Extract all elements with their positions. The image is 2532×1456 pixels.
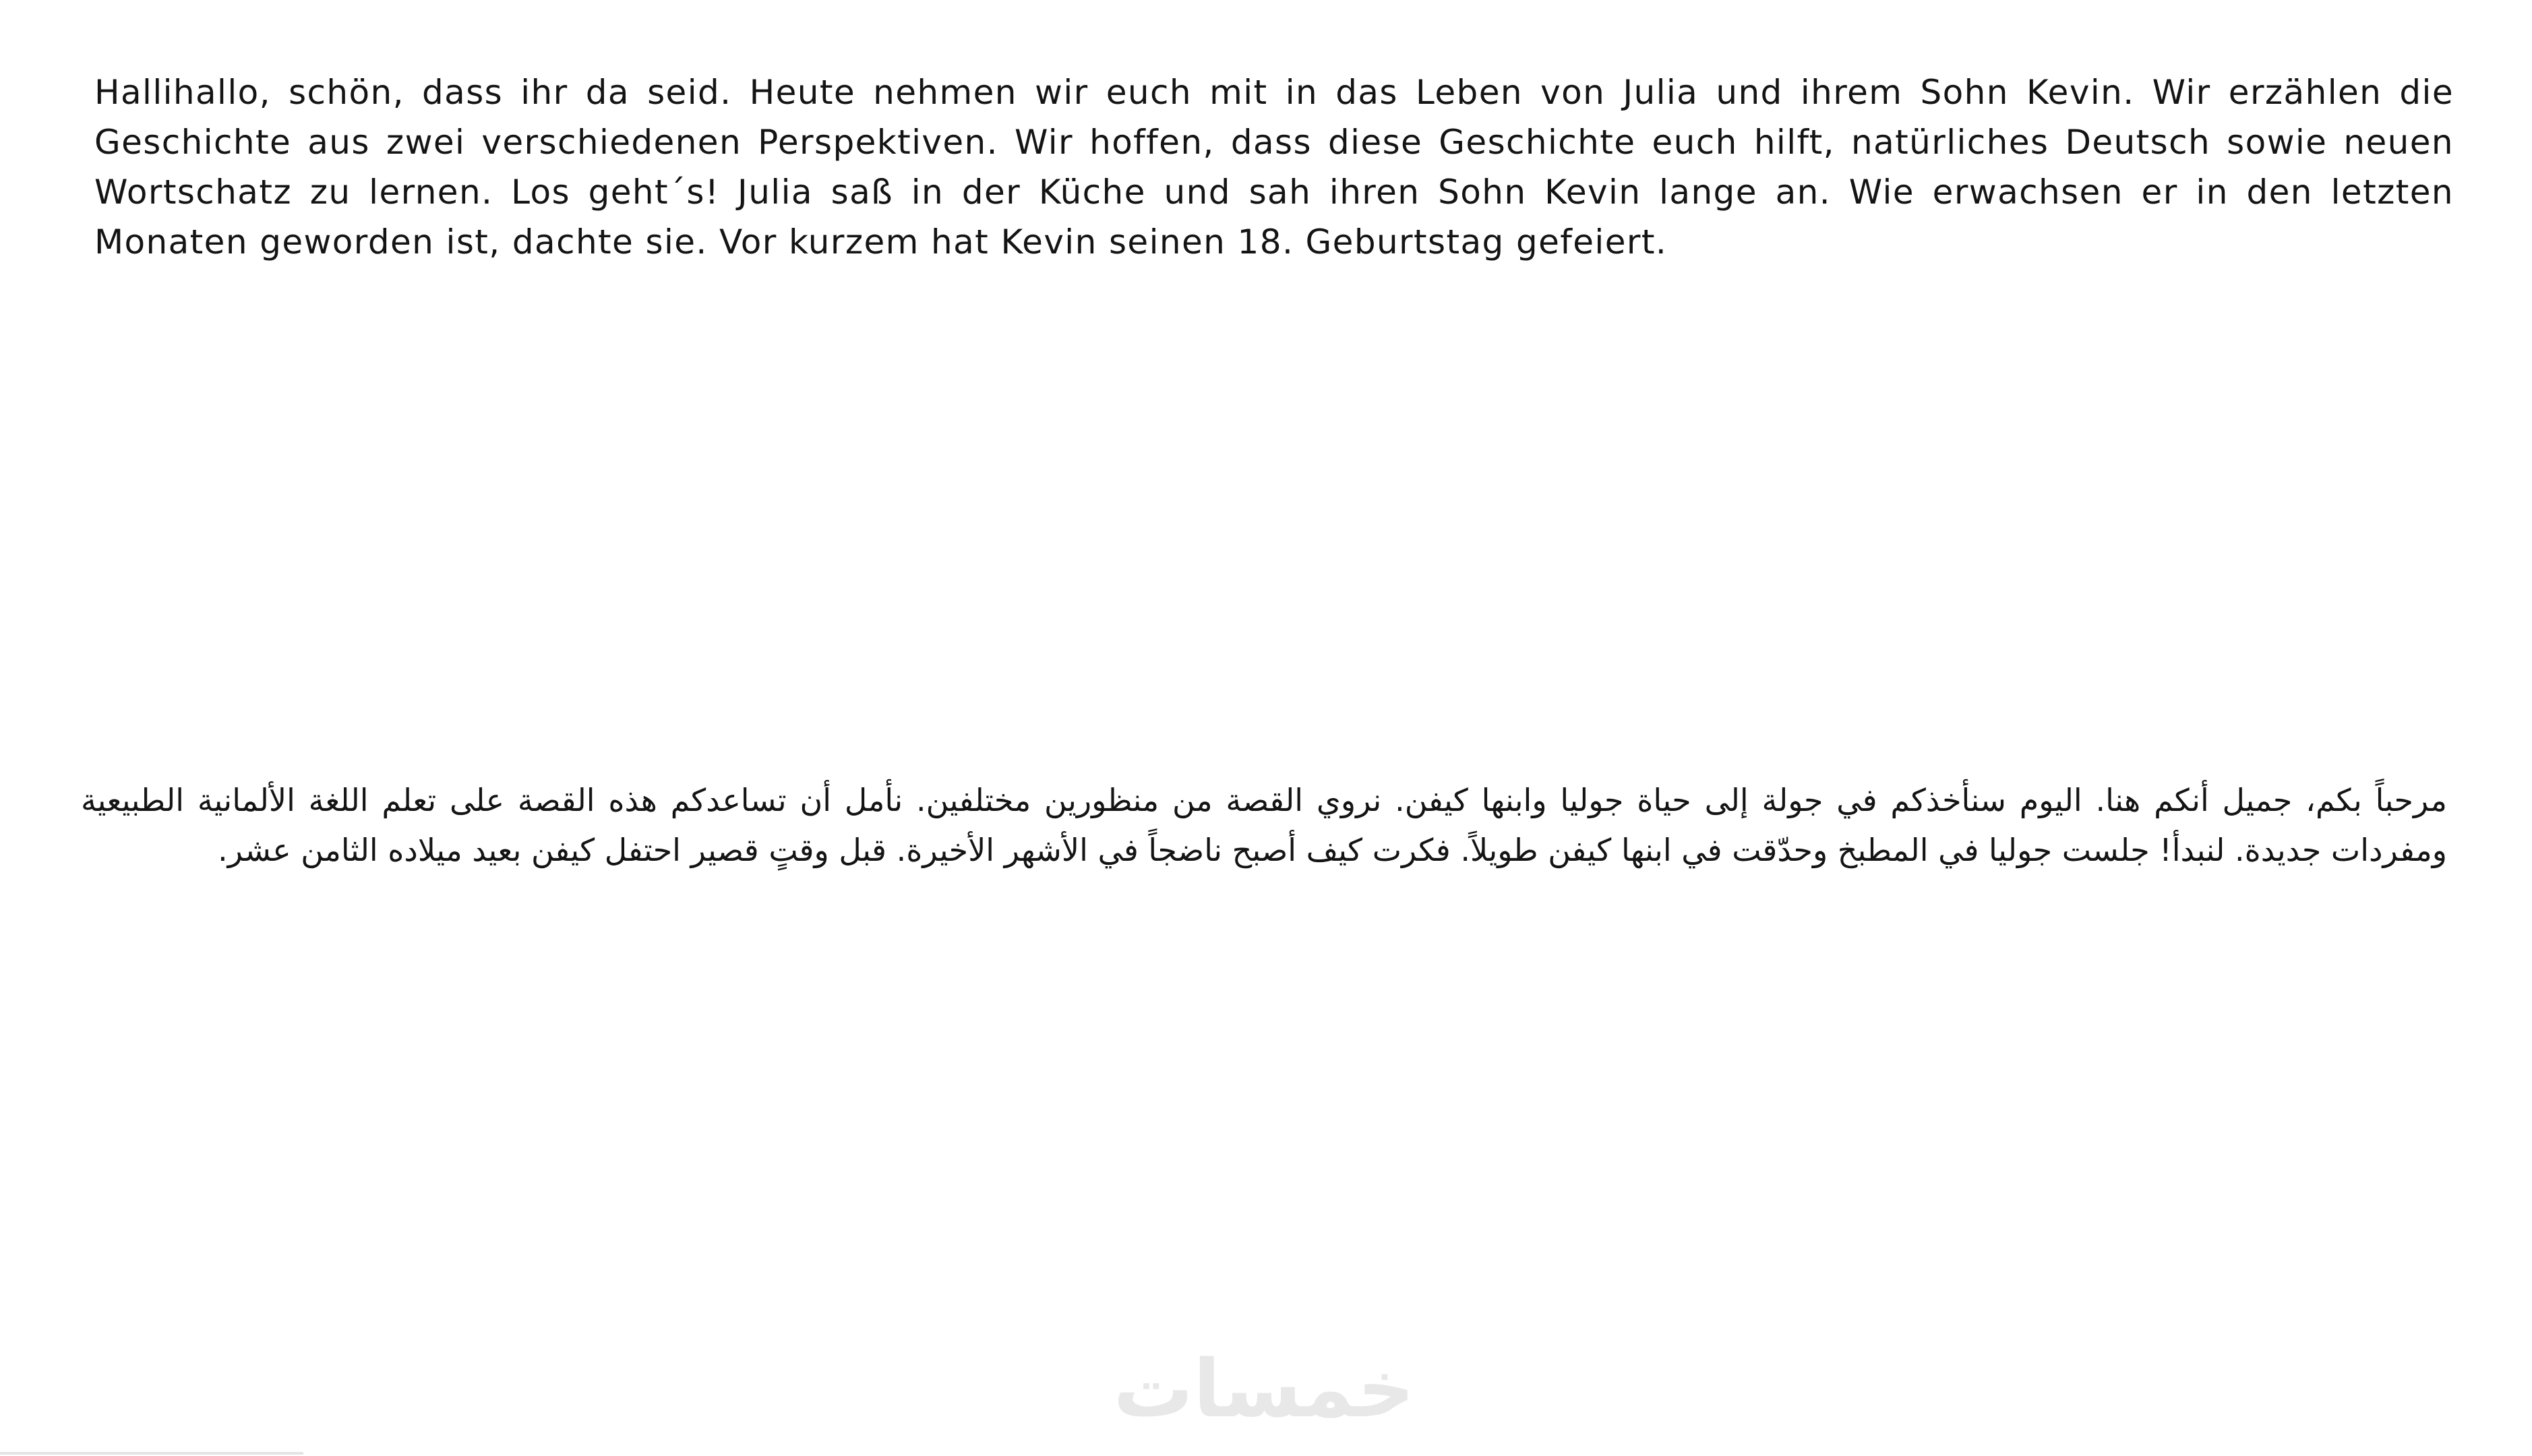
bottom-divider — [0, 1452, 303, 1455]
german-paragraph: Hallihallo, schön, dass ihr da seid. Heute nehmen wir euch mit in das Leben von Julia und ihrem Sohn Kevin. Wir erzählen die Geschichte aus zwei verschiedenen Perspektiven. Wir hoffen, dass diese Geschichte euch hilft, natürliches Deutsch sowie neuen Wortschatz zu lernen. Los geht´s! Julia saß in der Küche und sah ihren Sohn Kevin lange an. Wie erwachsen er in den letzten Monaten geworden ist, dachte sie. Vor kurzem hat Kevin seinen 18. Geburtstag gefeiert. — [94, 73, 2454, 262]
khamsat-watermark-logo: خمسات — [1113, 1342, 1415, 1435]
arabic-paragraph: مرحباً بكم، جميل أنكم هنا. اليوم سنأخذكم في جولة إلى حياة جوليا وابنها كيفن. نروي القصة من منظورين مختلفين. نأمل أن تساعدكم هذه القصة على تعلم اللغة الألمانية الطبيعية ومفردات جديدة. لنبدأ! جلست جوليا في المطبخ وحدّقت في ابنها كيفن طويلاً. فكرت كيف أصبح ناضجاً في الأشهر الأخيرة. قبل وقتٍ قصير احتفل كيفن بعيد ميلاده الثامن عشر. — [81, 782, 2447, 868]
